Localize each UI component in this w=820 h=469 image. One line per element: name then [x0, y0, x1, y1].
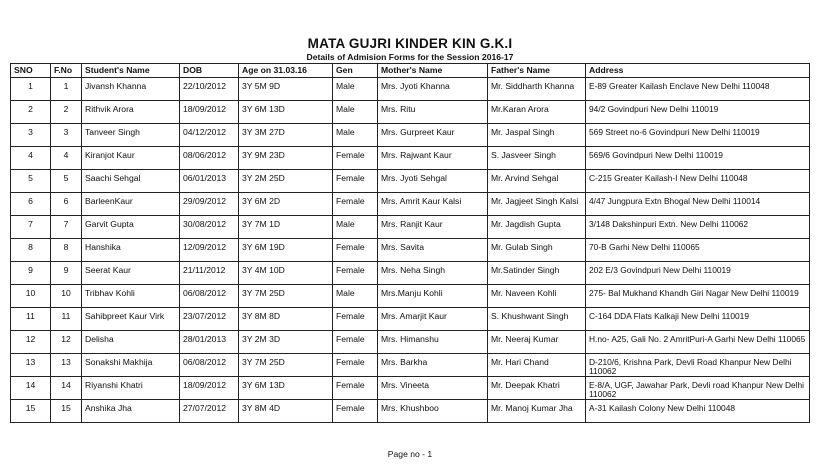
cell-mother-name: Mrs.Manju Kohli	[378, 285, 488, 308]
cell-gender: Female	[333, 377, 378, 400]
cell-father-name: S. Jasveer Singh	[488, 147, 586, 170]
table-row	[11, 147, 810, 170]
table-row	[11, 193, 810, 216]
cell-gender: Female	[333, 308, 378, 331]
cell-student-name: Garvit Gupta	[82, 216, 180, 239]
cell-mother-name: Mrs. Amrit Kaur Kalsi	[378, 193, 488, 216]
cell-age: 3Y 6M 19D	[239, 239, 333, 262]
cell-address: 3/148 Dakshinpuri Extn. New Delhi 110062	[586, 216, 810, 239]
table-row	[11, 216, 810, 239]
cell-dob: 29/09/2012	[180, 193, 239, 216]
cell-age: 3Y 6M 13D	[239, 101, 333, 124]
col-header-dob: DOB	[180, 64, 239, 78]
cell-fno: 12	[51, 331, 82, 354]
table-body	[11, 78, 810, 423]
col-header-father-name: Father's Name	[488, 64, 586, 78]
col-header-gender: Gen	[333, 64, 378, 78]
cell-father-name: Mr. Jaspal Singh	[488, 124, 586, 147]
cell-age: 3Y 8M 4D	[239, 400, 333, 423]
cell-gender: Female	[333, 400, 378, 423]
cell-student-name: Anshika Jha	[82, 400, 180, 423]
cell-dob: 21/11/2012	[180, 262, 239, 285]
cell-student-name: Tanveer Singh	[82, 124, 180, 147]
cell-mother-name: Mrs. Rajwant Kaur	[378, 147, 488, 170]
cell-dob: 06/01/2013	[180, 170, 239, 193]
cell-dob: 22/10/2012	[180, 78, 239, 101]
cell-age: 3Y 7M 25D	[239, 354, 333, 377]
cell-age: 3Y 7M 1D	[239, 216, 333, 239]
cell-fno: 8	[51, 239, 82, 262]
cell-student-name: Riyanshi Khatri	[82, 377, 180, 400]
cell-student-name: Tribhav Kohli	[82, 285, 180, 308]
cell-address: C-164 DDA Flats Kalkaji New Delhi 110019	[586, 308, 810, 331]
cell-gender: Male	[333, 101, 378, 124]
cell-student-name: Kiranjot Kaur	[82, 147, 180, 170]
cell-mother-name: Mrs. Savita	[378, 239, 488, 262]
cell-address: C-215 Greater Kailash-I New Delhi 110048	[586, 170, 810, 193]
cell-address: A-31 Kailash Colony New Delhi 110048	[586, 400, 810, 423]
cell-student-name: Sonakshi Makhija	[82, 354, 180, 377]
cell-mother-name: Mrs. Ritu	[378, 101, 488, 124]
cell-student-name: Rithvik Arora	[82, 101, 180, 124]
cell-fno: 9	[51, 262, 82, 285]
cell-dob: 12/09/2012	[180, 239, 239, 262]
cell-gender: Male	[333, 124, 378, 147]
cell-sno: 9	[11, 262, 51, 285]
cell-gender: Female	[333, 239, 378, 262]
cell-gender: Female	[333, 147, 378, 170]
table-row	[11, 377, 810, 400]
cell-sno: 7	[11, 216, 51, 239]
cell-age: 3Y 9M 23D	[239, 147, 333, 170]
cell-dob: 27/07/2012	[180, 400, 239, 423]
cell-student-name: Jivansh Khanna	[82, 78, 180, 101]
cell-dob: 23/07/2012	[180, 308, 239, 331]
cell-father-name: Mr.Satinder Singh	[488, 262, 586, 285]
table-row	[11, 400, 810, 423]
cell-gender: Female	[333, 331, 378, 354]
cell-father-name: Mr. Deepak Khatri	[488, 377, 586, 400]
cell-student-name: Hanshika	[82, 239, 180, 262]
document-title: MATA GUJRI KINDER KIN G.K.I	[307, 36, 513, 51]
table-row	[11, 285, 810, 308]
cell-dob: 06/08/2012	[180, 354, 239, 377]
table-row	[11, 308, 810, 331]
cell-dob: 08/06/2012	[180, 147, 239, 170]
cell-father-name: Mr. Arvind Sehgal	[488, 170, 586, 193]
cell-father-name: Mr. Jagjeet Singh Kalsi	[488, 193, 586, 216]
cell-address: 569/6 Govindpuri New Delhi 110019	[586, 147, 810, 170]
cell-sno: 14	[11, 377, 51, 400]
cell-father-name: Mr.Karan Arora	[488, 101, 586, 124]
cell-student-name: Delisha	[82, 331, 180, 354]
cell-dob: 30/08/2012	[180, 216, 239, 239]
cell-address: 275- Bal Mukhand Khandh Giri Nagar New Delhi 110019	[586, 285, 810, 308]
table-row	[11, 124, 810, 147]
col-header-student-name: Student's Name	[82, 64, 180, 78]
cell-mother-name: Mrs. Vineeta	[378, 377, 488, 400]
cell-dob: 04/12/2012	[180, 124, 239, 147]
col-header-fno: F.No	[51, 64, 82, 78]
cell-mother-name: Mrs. Amarjit Kaur	[378, 308, 488, 331]
cell-mother-name: Mrs. Jyoti Khanna	[378, 78, 488, 101]
cell-student-name: BarleenKaur	[82, 193, 180, 216]
cell-age: 3Y 3M 27D	[239, 124, 333, 147]
cell-father-name: Mr. Jagdish Gupta	[488, 216, 586, 239]
cell-age: 3Y 7M 25D	[239, 285, 333, 308]
cell-fno: 5	[51, 170, 82, 193]
cell-father-name: Mr. Naveen Kohli	[488, 285, 586, 308]
cell-dob: 28/01/2013	[180, 331, 239, 354]
cell-fno: 6	[51, 193, 82, 216]
document-subtitle: Details of Admision Forms for the Session 2016-17	[306, 52, 514, 62]
cell-gender: Male	[333, 78, 378, 101]
cell-gender: Female	[333, 193, 378, 216]
cell-fno: 15	[51, 400, 82, 423]
col-header-mother-name: Mother's Name	[378, 64, 488, 78]
cell-gender: Female	[333, 170, 378, 193]
cell-address: 569 Street no-6 Govindpuri New Delhi 110019	[586, 124, 810, 147]
cell-sno: 11	[11, 308, 51, 331]
cell-father-name: Mr. Gulab Singh	[488, 239, 586, 262]
admission-table	[10, 63, 810, 423]
cell-father-name: Mr. Manoj Kumar Jha	[488, 400, 586, 423]
cell-address: 202 E/3 Govindpuri New Delhi 110019	[586, 262, 810, 285]
table-row	[11, 331, 810, 354]
cell-address: 4/47 Jungpura Extn Bhogal New Delhi 110014	[586, 193, 810, 216]
col-header-age: Age on 31.03.16	[239, 64, 333, 78]
cell-fno: 1	[51, 78, 82, 101]
cell-sno: 5	[11, 170, 51, 193]
cell-sno: 15	[11, 400, 51, 423]
table-row	[11, 78, 810, 101]
col-header-address: Address	[586, 64, 810, 78]
page-number: Page no - 1	[387, 449, 433, 459]
cell-dob: 18/09/2012	[180, 101, 239, 124]
cell-student-name: Sahibpreet Kaur Virk	[82, 308, 180, 331]
cell-age: 3Y 5M 9D	[239, 78, 333, 101]
cell-sno: 4	[11, 147, 51, 170]
cell-address: E-8/A, UGF, Jawahar Park, Devli road Khanpur New Delhi 110062	[586, 377, 810, 400]
cell-address: E-89 Greater Kailash Enclave New Delhi 110048	[586, 78, 810, 101]
cell-mother-name: Mrs. Jyoti Sehgal	[378, 170, 488, 193]
cell-father-name: Mr. Hari Chand	[488, 354, 586, 377]
cell-mother-name: Mrs. Gurpreet Kaur	[378, 124, 488, 147]
cell-fno: 13	[51, 354, 82, 377]
table-row	[11, 170, 810, 193]
cell-gender: Male	[333, 216, 378, 239]
cell-mother-name: Mrs. Ranjit Kaur	[378, 216, 488, 239]
cell-sno: 2	[11, 101, 51, 124]
cell-mother-name: Mrs. Himanshu	[378, 331, 488, 354]
cell-sno: 6	[11, 193, 51, 216]
cell-fno: 7	[51, 216, 82, 239]
cell-sno: 10	[11, 285, 51, 308]
cell-student-name: Saachi Sehgal	[82, 170, 180, 193]
cell-address: 70-B Garhi New Delhi 110065	[586, 239, 810, 262]
cell-address: H.no- A25, Gali No. 2 AmritPuri-A Garhi New Delhi 110065	[586, 331, 810, 354]
table-row	[11, 239, 810, 262]
cell-fno: 2	[51, 101, 82, 124]
cell-mother-name: Mrs. Barkha	[378, 354, 488, 377]
cell-fno: 14	[51, 377, 82, 400]
table-row	[11, 354, 810, 377]
cell-gender: Male	[333, 285, 378, 308]
cell-age: 3Y 4M 10D	[239, 262, 333, 285]
table-row	[11, 101, 810, 124]
cell-father-name: Mr. Neeraj Kumar	[488, 331, 586, 354]
header-row	[11, 64, 810, 78]
cell-age: 3Y 2M 25D	[239, 170, 333, 193]
cell-sno: 8	[11, 239, 51, 262]
cell-dob: 18/09/2012	[180, 377, 239, 400]
cell-mother-name: Mrs. Khushboo	[378, 400, 488, 423]
cell-father-name: Mr. Siddharth Khanna	[488, 78, 586, 101]
cell-age: 3Y 6M 2D	[239, 193, 333, 216]
cell-address: 94/2 Govindpuri New Delhi 110019	[586, 101, 810, 124]
table-row	[11, 262, 810, 285]
cell-sno: 1	[11, 78, 51, 101]
cell-sno: 3	[11, 124, 51, 147]
cell-mother-name: Mrs. Neha Singh	[378, 262, 488, 285]
cell-fno: 10	[51, 285, 82, 308]
cell-age: 3Y 6M 13D	[239, 377, 333, 400]
cell-father-name: S. Khushwant Singh	[488, 308, 586, 331]
cell-age: 3Y 8M 8D	[239, 308, 333, 331]
cell-dob: 06/08/2012	[180, 285, 239, 308]
cell-gender: Female	[333, 262, 378, 285]
col-header-sno: SNO	[11, 64, 51, 78]
cell-fno: 3	[51, 124, 82, 147]
cell-fno: 11	[51, 308, 82, 331]
cell-sno: 12	[11, 331, 51, 354]
cell-fno: 4	[51, 147, 82, 170]
cell-sno: 13	[11, 354, 51, 377]
cell-address: D-210/6, Krishna Park, Devli Road Khanpur New Delhi 110062	[586, 354, 810, 377]
cell-student-name: Seerat Kaur	[82, 262, 180, 285]
cell-gender: Female	[333, 354, 378, 377]
cell-age: 3Y 2M 3D	[239, 331, 333, 354]
